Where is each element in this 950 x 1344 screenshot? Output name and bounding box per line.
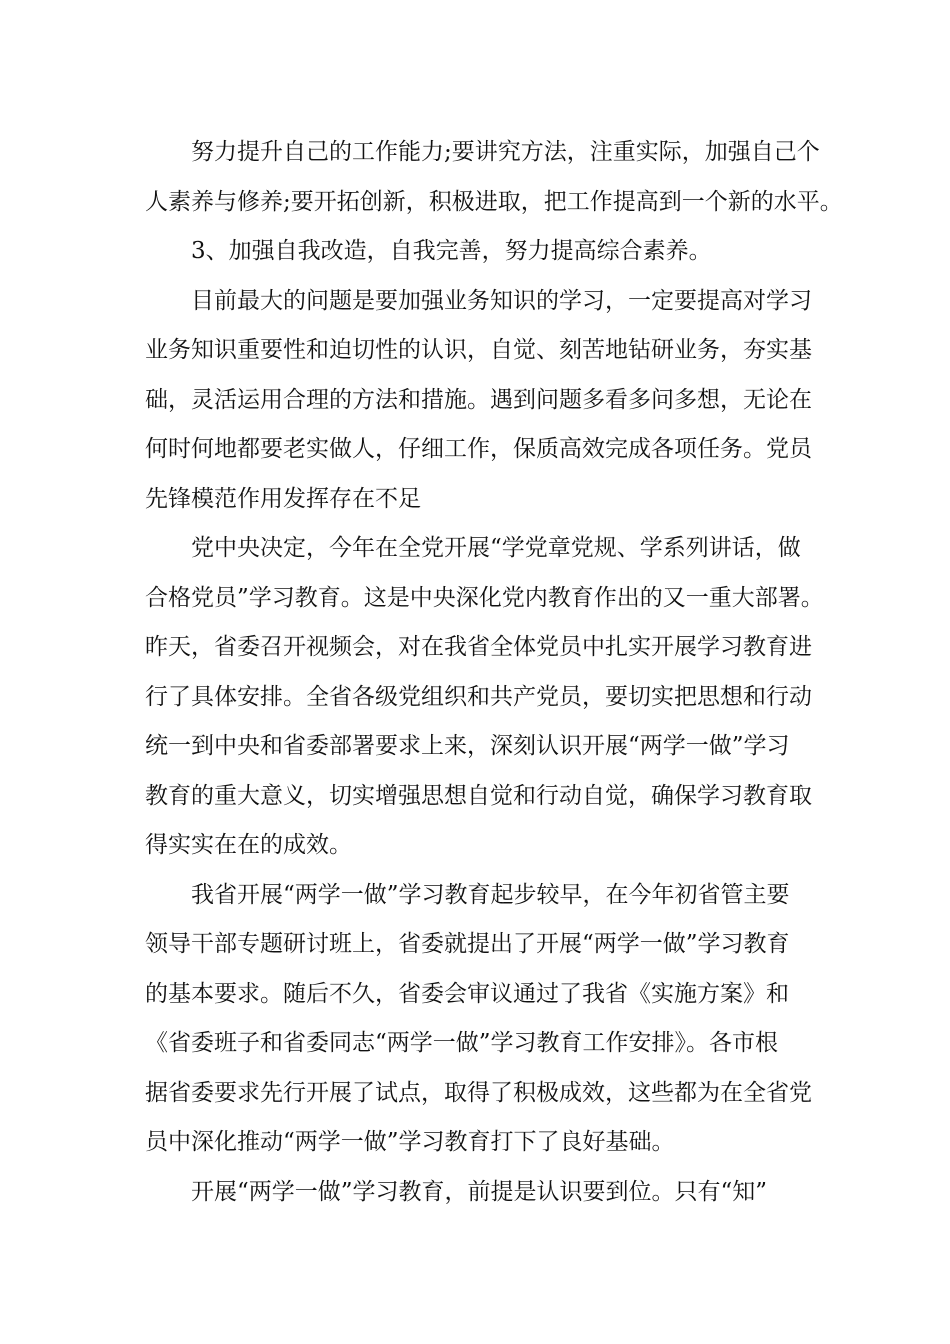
text-line: 昨天，省委召开视频会，对在我省全体党员中扎实开展学习教育进 — [145, 634, 812, 660]
text-line: 我省开展“两学一做”学习教育起步较早，在今年初省管主要 — [145, 881, 790, 908]
text-line: 行了具体安排。全省各级党组织和共产党员，要切实把思想和行动 — [145, 683, 812, 710]
text-line: 得实实在在的成效。 — [145, 832, 352, 858]
document-body — [145, 128, 843, 1217]
text-line: 何时何地都要老实做人，仔细工作，保质高效完成各项任务。党员 — [145, 436, 812, 462]
text-line: 先锋模范作用发挥存在不足 — [145, 485, 421, 512]
text-line: 据省委要求先行开展了试点，取得了积极成效，这些都为在全省党 — [145, 1079, 812, 1106]
text-line: 《省委班子和省委同志“两学一做”学习教育工作安排》。各市根 — [145, 1030, 779, 1056]
text-line: 领导干部专题研讨班上，省委就提出了开展“两学一做”学习教育 — [145, 931, 790, 957]
text-line: 础，灵活运用合理的方法和措施。遇到问题多看多问多想，无论在 — [145, 386, 812, 413]
text-line: 统一到中央和省委部署要求上来，深刻认识开展“两学一做”学习 — [145, 733, 790, 759]
text-line: 开展“两学一做”学习教育，前提是认识要到位。只有“知” — [145, 1178, 768, 1205]
text-line: 的基本要求。随后不久，省委会审议通过了我省《实施方案》和 — [145, 980, 789, 1007]
text-line: 3、加强自我改造，自我完善，努力提高综合素养。 — [145, 238, 712, 264]
text-line: 员中深化推动“两学一做”学习教育打下了良好基础。 — [145, 1129, 675, 1155]
text-line: 业务知识重要性和迫切性的认识，自觉、刻苦地钻研业务，夯实基 — [145, 337, 812, 363]
text-line: 教育的重大意义，切实增强思想自觉和行动自觉，确保学习教育取 — [145, 782, 812, 809]
text-line: 合格党员”学习教育。这是中央深化党内教育作出的又一重大部署。 — [145, 584, 824, 611]
text-line: 努力提升自己的工作能力;要讲究方法，注重实际，加强自己个 — [145, 139, 820, 165]
text-line: 党中央决定，今年在全党开展“学党章党规、学系列讲话，做 — [145, 535, 801, 561]
text-line: 人素养与修养;要开拓创新，积极进取，把工作提高到一个新的水平。 — [145, 188, 843, 215]
text-line: 目前最大的问题是要加强业务知识的学习，一定要提高对学习 — [145, 287, 812, 314]
